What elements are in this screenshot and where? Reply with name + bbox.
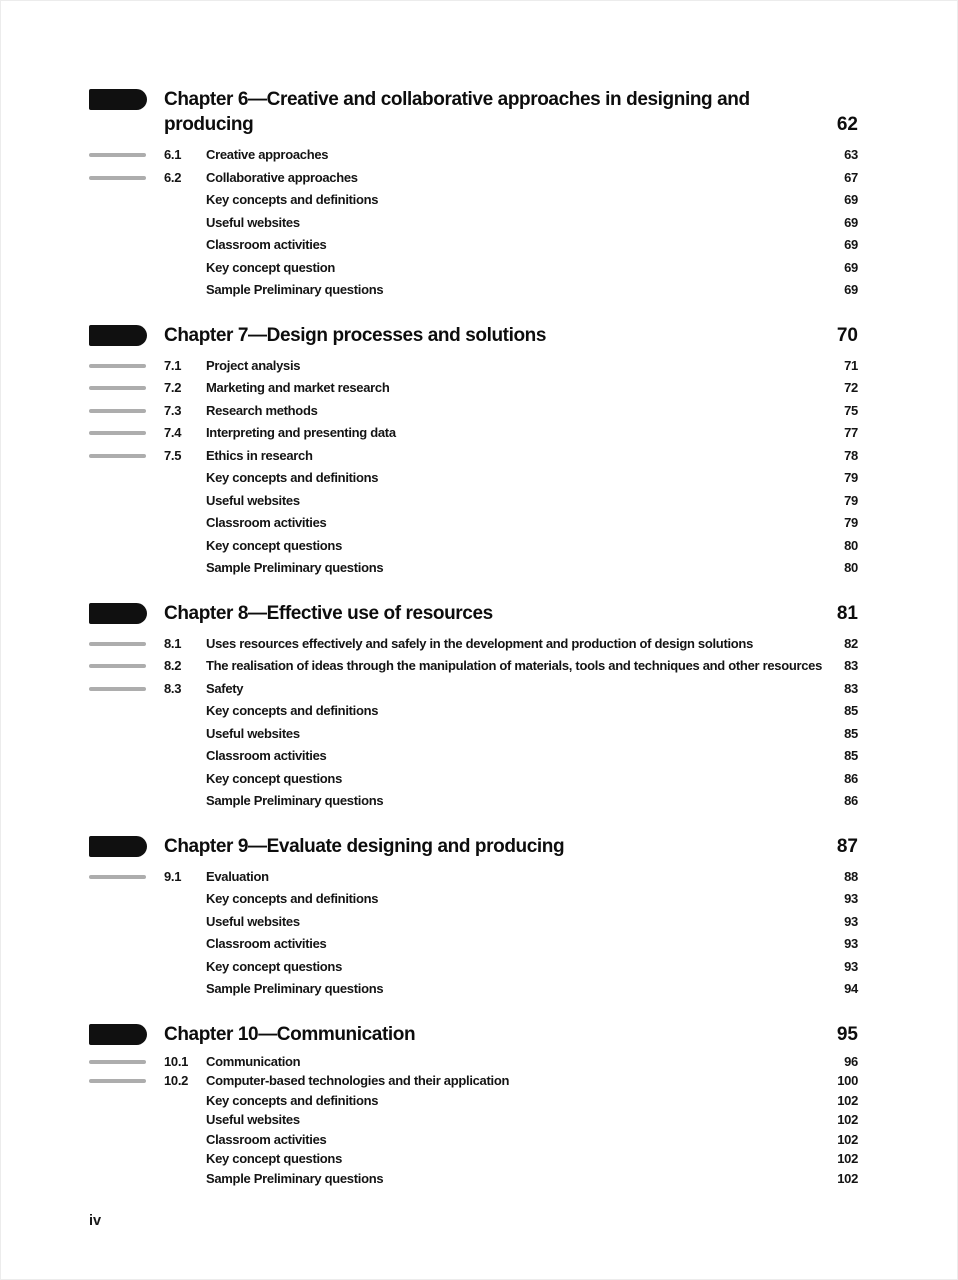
marker-column bbox=[89, 678, 164, 691]
entry-page-number: 75 bbox=[844, 402, 858, 418]
chapter-block bbox=[89, 1022, 858, 1189]
entry-page-number: 71 bbox=[844, 357, 858, 373]
marker-column bbox=[89, 557, 164, 570]
marker-column bbox=[89, 87, 164, 110]
chapter-entries bbox=[89, 1052, 858, 1189]
section-line-marker bbox=[89, 176, 146, 180]
toc-entry bbox=[89, 956, 858, 979]
marker-column bbox=[89, 1091, 164, 1103]
entry-label: Interpreting and presenting data bbox=[206, 425, 396, 440]
entry-page-number: 88 bbox=[844, 868, 858, 884]
toc-entry bbox=[89, 933, 858, 956]
entry-page-number: 69 bbox=[844, 259, 858, 275]
toc bbox=[89, 87, 858, 1188]
entry-number: 8.1 bbox=[164, 635, 182, 651]
entry-page-number: 93 bbox=[844, 936, 858, 951]
chapter-heading bbox=[89, 323, 858, 348]
entry-label: Sample Preliminary questions bbox=[206, 282, 384, 297]
entry-label: Classroom activities bbox=[206, 515, 327, 530]
chapter-entries bbox=[89, 633, 858, 813]
toc-entry bbox=[89, 790, 858, 813]
entry-number: 7.5 bbox=[164, 447, 182, 463]
entry-number: 10.2 bbox=[164, 1073, 189, 1088]
chapter-block bbox=[89, 601, 858, 813]
entry-page-number: 79 bbox=[844, 515, 858, 530]
marker-column bbox=[89, 1071, 164, 1083]
marker-column bbox=[89, 144, 164, 157]
section-line-marker bbox=[89, 1079, 146, 1083]
entry-label: The realisation of ideas through the manipulation of materials, tools and techniques and other resources bbox=[206, 658, 823, 673]
entry-page-number: 93 bbox=[844, 958, 858, 974]
chapter-title: Chapter 9—Evaluate designing and producing bbox=[164, 835, 565, 857]
toc-entry bbox=[89, 1110, 858, 1130]
entry-page-number: 80 bbox=[844, 537, 858, 553]
entry-page-number: 63 bbox=[844, 147, 858, 162]
marker-column bbox=[89, 257, 164, 270]
chapter-page-number: 95 bbox=[836, 1023, 858, 1045]
toc-entry bbox=[89, 678, 858, 701]
entry-number: 8.3 bbox=[164, 680, 182, 696]
chapter-block bbox=[89, 834, 858, 1001]
entry-label: Useful websites bbox=[206, 492, 300, 508]
chapter-block bbox=[89, 323, 858, 580]
toc-entry bbox=[89, 1169, 858, 1189]
toc-entry bbox=[89, 1091, 858, 1111]
marker-column bbox=[89, 535, 164, 548]
entry-label: Useful websites bbox=[206, 214, 300, 230]
marker-column bbox=[89, 422, 164, 435]
entry-label: Key concept questions bbox=[206, 770, 343, 786]
entry-number: 9.1 bbox=[164, 868, 182, 884]
entry-label: Sample Preliminary questions bbox=[206, 793, 384, 808]
entry-number: 7.4 bbox=[164, 425, 182, 440]
marker-column bbox=[89, 655, 164, 668]
chapter-page-number: 87 bbox=[836, 835, 858, 857]
entry-page-number: 69 bbox=[844, 214, 858, 230]
chapter-tab-marker bbox=[89, 1024, 147, 1045]
chapter-title: Chapter 7—Design processes and solutions bbox=[164, 324, 547, 346]
marker-column bbox=[89, 1149, 164, 1161]
marker-column bbox=[89, 1022, 164, 1045]
entry-label: Key concept questions bbox=[206, 1151, 343, 1166]
toc-entry bbox=[89, 700, 858, 723]
toc-entry bbox=[89, 355, 858, 378]
section-line-marker bbox=[89, 687, 146, 691]
entry-label: Evaluation bbox=[206, 868, 269, 884]
entry-label: Sample Preliminary questions bbox=[206, 560, 384, 575]
chapter-title: Chapter 8—Effective use of resources bbox=[164, 602, 493, 624]
marker-column bbox=[89, 633, 164, 646]
section-line-marker bbox=[89, 386, 146, 390]
marker-column bbox=[89, 189, 164, 202]
entry-label: Marketing and market research bbox=[206, 380, 390, 395]
entry-label: Sample Preliminary questions bbox=[206, 1170, 384, 1186]
entry-label: Computer-based technologies and their application bbox=[206, 1073, 510, 1088]
toc-entry bbox=[89, 490, 858, 513]
entry-page-number: 78 bbox=[844, 447, 858, 463]
page-footer-label: iv bbox=[89, 1213, 102, 1229]
toc-entry bbox=[89, 1149, 858, 1169]
toc-entry bbox=[89, 978, 858, 1001]
entry-label: Useful websites bbox=[206, 725, 300, 741]
marker-column bbox=[89, 745, 164, 758]
marker-column bbox=[89, 956, 164, 969]
toc-entry bbox=[89, 866, 858, 889]
entry-page-number: 80 bbox=[844, 560, 858, 575]
chapter-entries bbox=[89, 355, 858, 580]
toc-entry bbox=[89, 888, 858, 911]
toc-entry bbox=[89, 655, 858, 678]
entry-label: Key concept questions bbox=[206, 537, 343, 553]
chapter-entries bbox=[89, 144, 858, 302]
marker-column bbox=[89, 323, 164, 346]
marker-column bbox=[89, 167, 164, 180]
marker-column bbox=[89, 1110, 164, 1122]
chapter-title: Chapter 10—Communication bbox=[164, 1023, 416, 1045]
entry-page-number: 86 bbox=[844, 770, 858, 786]
entry-number: 7.3 bbox=[164, 402, 182, 418]
toc-entry bbox=[89, 633, 858, 656]
marker-column bbox=[89, 1169, 164, 1181]
toc-entry bbox=[89, 557, 858, 580]
marker-column bbox=[89, 234, 164, 247]
chapter-heading bbox=[89, 87, 858, 137]
entry-number: 7.2 bbox=[164, 380, 182, 395]
toc-entry bbox=[89, 167, 858, 190]
entry-page-number: 83 bbox=[844, 680, 858, 696]
marker-column bbox=[89, 601, 164, 624]
entry-page-number: 86 bbox=[844, 793, 858, 808]
entry-label: Classroom activities bbox=[206, 748, 327, 763]
entry-label: Classroom activities bbox=[206, 1131, 327, 1147]
entry-label: Key concepts and definitions bbox=[206, 703, 379, 718]
toc-entry bbox=[89, 745, 858, 768]
entry-page-number: 79 bbox=[844, 470, 858, 485]
chapter-page-number: 81 bbox=[836, 602, 858, 624]
entry-number: 6.2 bbox=[164, 169, 182, 185]
marker-column bbox=[89, 790, 164, 803]
entry-page-number: 102 bbox=[837, 1170, 858, 1186]
entry-number: 8.2 bbox=[164, 658, 182, 673]
entry-page-number: 102 bbox=[837, 1131, 858, 1147]
chapter-tab-marker bbox=[89, 89, 147, 110]
toc-entry bbox=[89, 234, 858, 257]
entry-page-number: 94 bbox=[844, 981, 858, 996]
entry-label: Safety bbox=[206, 680, 244, 696]
section-line-marker bbox=[89, 664, 146, 668]
entry-label: Classroom activities bbox=[206, 936, 327, 951]
marker-column bbox=[89, 866, 164, 879]
entry-page-number: 69 bbox=[844, 237, 858, 252]
chapter-title: Chapter 6—Creative and collaborative approaches in designing and producing bbox=[164, 89, 750, 135]
entry-page-number: 77 bbox=[844, 425, 858, 440]
toc-entry bbox=[89, 279, 858, 302]
marker-column bbox=[89, 512, 164, 525]
entry-label: Communication bbox=[206, 1053, 301, 1069]
toc-entry bbox=[89, 723, 858, 746]
marker-column bbox=[89, 888, 164, 901]
entry-page-number: 85 bbox=[844, 748, 858, 763]
chapter-page-number: 70 bbox=[836, 324, 858, 346]
marker-column bbox=[89, 911, 164, 924]
entry-label: Classroom activities bbox=[206, 237, 327, 252]
toc-entry bbox=[89, 422, 858, 445]
toc-entry bbox=[89, 189, 858, 212]
chapter-heading bbox=[89, 601, 858, 626]
marker-column bbox=[89, 834, 164, 857]
entry-label: Key concept question bbox=[206, 259, 336, 275]
chapter-heading bbox=[89, 834, 858, 859]
entry-page-number: 102 bbox=[837, 1092, 858, 1108]
entry-page-number: 69 bbox=[844, 192, 858, 207]
chapter-heading bbox=[89, 1022, 858, 1047]
entry-page-number: 67 bbox=[844, 169, 858, 185]
marker-column bbox=[89, 723, 164, 736]
marker-column bbox=[89, 1130, 164, 1142]
marker-column bbox=[89, 933, 164, 946]
entry-page-number: 79 bbox=[844, 492, 858, 508]
entry-label: Research methods bbox=[206, 402, 318, 418]
marker-column bbox=[89, 355, 164, 368]
toc-entry bbox=[89, 512, 858, 535]
chapter-page-number: 62 bbox=[836, 114, 858, 135]
marker-column bbox=[89, 978, 164, 991]
section-line-marker bbox=[89, 454, 146, 458]
marker-column bbox=[89, 377, 164, 390]
entry-page-number: 93 bbox=[844, 891, 858, 906]
entry-label: Key concepts and definitions bbox=[206, 192, 379, 207]
section-line-marker bbox=[89, 1060, 146, 1064]
toc-entry bbox=[89, 144, 858, 167]
marker-column bbox=[89, 445, 164, 458]
entry-page-number: 82 bbox=[844, 635, 858, 651]
section-line-marker bbox=[89, 642, 146, 646]
chapter-tab-marker bbox=[89, 836, 147, 857]
chapter-entries bbox=[89, 866, 858, 1001]
toc-entry bbox=[89, 212, 858, 235]
toc-entry bbox=[89, 1130, 858, 1150]
chapter-tab-marker bbox=[89, 603, 147, 624]
section-line-marker bbox=[89, 409, 146, 413]
entry-page-number: 102 bbox=[837, 1151, 858, 1166]
toc-entry bbox=[89, 1071, 858, 1091]
entry-page-number: 93 bbox=[844, 913, 858, 929]
toc-entry bbox=[89, 911, 858, 934]
toc-entry bbox=[89, 1052, 858, 1072]
entry-label: Key concept questions bbox=[206, 958, 343, 974]
section-line-marker bbox=[89, 875, 146, 879]
section-line-marker bbox=[89, 364, 146, 368]
marker-column bbox=[89, 700, 164, 713]
chapter-block bbox=[89, 87, 858, 302]
toc-entry bbox=[89, 400, 858, 423]
entry-label: Project analysis bbox=[206, 357, 301, 373]
toc-entry bbox=[89, 768, 858, 791]
entry-page-number: 72 bbox=[844, 380, 858, 395]
entry-label: Key concepts and definitions bbox=[206, 891, 379, 906]
marker-column bbox=[89, 490, 164, 503]
marker-column bbox=[89, 212, 164, 225]
entry-label: Useful websites bbox=[206, 1112, 300, 1127]
entry-page-number: 96 bbox=[844, 1053, 858, 1069]
section-line-marker bbox=[89, 431, 146, 435]
entry-label: Key concepts and definitions bbox=[206, 1092, 379, 1108]
entry-page-number: 100 bbox=[837, 1073, 858, 1088]
toc-entry bbox=[89, 377, 858, 400]
entry-page-number: 69 bbox=[844, 282, 858, 297]
entry-number: 7.1 bbox=[164, 357, 182, 373]
entry-label: Uses resources effectively and safely in the development and production of design solutions bbox=[206, 635, 753, 651]
marker-column bbox=[89, 768, 164, 781]
toc-entry bbox=[89, 535, 858, 558]
marker-column bbox=[89, 279, 164, 292]
entry-number: 10.1 bbox=[164, 1053, 189, 1069]
entry-page-number: 83 bbox=[844, 658, 858, 673]
chapter-tab-marker bbox=[89, 325, 147, 346]
entry-label: Creative approaches bbox=[206, 147, 329, 162]
entry-page-number: 102 bbox=[837, 1112, 858, 1127]
toc-entry bbox=[89, 467, 858, 490]
entry-label: Ethics in research bbox=[206, 447, 313, 463]
entry-label: Key concepts and definitions bbox=[206, 470, 379, 485]
toc-entry bbox=[89, 445, 858, 468]
entry-label: Collaborative approaches bbox=[206, 169, 358, 185]
entry-page-number: 85 bbox=[844, 725, 858, 741]
entry-label: Sample Preliminary questions bbox=[206, 981, 384, 996]
marker-column bbox=[89, 400, 164, 413]
entry-label: Useful websites bbox=[206, 913, 300, 929]
entry-page-number: 85 bbox=[844, 703, 858, 718]
entry-number: 6.1 bbox=[164, 147, 182, 162]
marker-column bbox=[89, 467, 164, 480]
marker-column bbox=[89, 1052, 164, 1064]
section-line-marker bbox=[89, 153, 146, 157]
toc-entry bbox=[89, 257, 858, 280]
